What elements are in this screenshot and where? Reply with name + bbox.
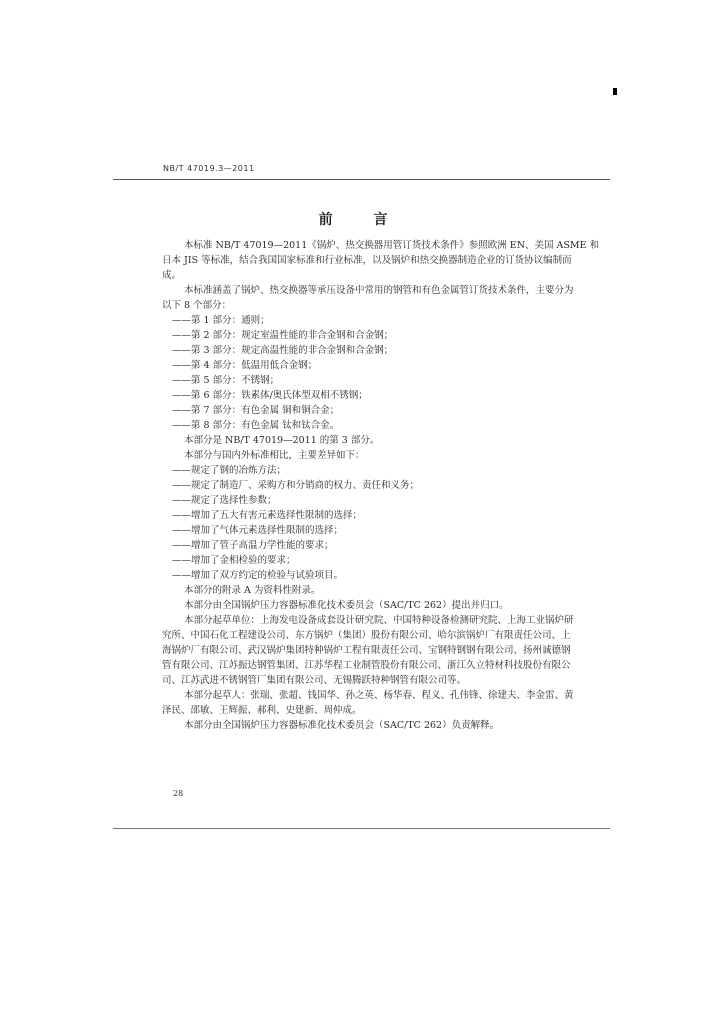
list-item: ——增加了管子高温力学性能的要求； (172, 540, 334, 551)
list-item: ——第 2 部分：规定室温性能的非合金钢和合金钢； (172, 330, 394, 341)
page-number: 28 (173, 789, 184, 798)
list-item: ——规定了制造厂、采购方和分销商的权力、责任和义务； (172, 480, 420, 491)
list-item: ——第 4 部分：低温用低合金钢； (172, 360, 318, 371)
paragraph: 本部分起草人：张瑞、张超、钱国华、孙之英、杨华春、程义、孔伟锋、徐建夫、李金雷、黄 (184, 690, 574, 701)
paragraph: 成。 (162, 270, 182, 281)
list-item: ——第 3 部分：规定高温性能的非合金钢和合金钢； (172, 345, 394, 356)
footer-divider (113, 828, 610, 829)
paragraph: 海锅炉厂有限公司、武汉锅炉集团特种锅炉工程有限责任公司、宝钢特钢钢有限公司、扬州诚德钢 (162, 645, 571, 656)
list-item: ——规定了钢的冶炼方法； (172, 465, 287, 476)
paragraph: 泽民、邵敏、王辉振、郝利、史建新、周仲成。 (162, 705, 362, 716)
paragraph: 本部分是 NB/T 47019—2011 的第 3 部分。 (184, 435, 380, 446)
paragraph: 本标准涵盖了锅炉、热交换器等承压设备中常用的钢管和有色金属管订货技术条件，主要分为 (184, 285, 574, 296)
corner-mark (613, 88, 617, 95)
list-item: ——增加了气体元素选择性限制的选择； (172, 525, 344, 536)
paragraph: 本标准 NB/T 47019—2011《锅炉、热交换器用管订货技术条件》参照欧洲 EN、美国 ASME 和 (184, 240, 600, 251)
standard-code: NB/T 47019.3—2011 (163, 164, 255, 173)
list-item: ——第 5 部分：不锈钢； (172, 375, 280, 386)
paragraph: 以下 8 个部分： (162, 300, 232, 311)
list-item: ——规定了选择性参数； (172, 495, 277, 506)
list-item: ——增加了双方约定的检验与试验项目。 (172, 570, 344, 581)
list-item: ——增加了金相检验的要求； (172, 555, 296, 566)
list-item: ——第 1 部分：通则； (172, 315, 270, 326)
paragraph: 本部分由全国锅炉压力容器标准化技术委员会（SAC/TC 262）负责解释。 (184, 720, 500, 731)
paragraph: 本部分的附录 A 为资料性附录。 (184, 585, 321, 596)
list-item: ——第 6 部分：铁素体/奥氏体型双相不锈钢； (172, 390, 368, 401)
paragraph: 本部分由全国锅炉压力容器标准化技术委员会（SAC/TC 262）提出并归口。 (184, 600, 509, 611)
list-item: ——第 8 部分：有色金属 钛和钛合金。 (172, 420, 340, 431)
body-text (162, 238, 600, 733)
page-title: 前 言 (318, 212, 406, 228)
paragraph: 究所、中国石化工程建设公司、东方锅炉（集团）股份有限公司、哈尔滨锅炉厂有限责任公司、上 (162, 630, 571, 641)
list-item: ——增加了五大有害元素选择性限制的选择； (172, 510, 363, 521)
paragraph: 日本 JIS 等标准，结合我国国家标准和行业标准，以及锅炉和热交换器制造企业的订货协议编制而 (162, 255, 572, 266)
paragraph: 管有限公司、江苏振达钢管集团、江苏华程工业制管股份有限公司、浙江久立特材科技股份有限公 (162, 660, 571, 671)
paragraph: 本部分起草单位：上海发电设备成套设计研究院、中国特种设备检测研究院、上海工业锅炉研 (184, 615, 574, 626)
list-item: ——第 7 部分：有色金属 铜和铜合金； (172, 405, 340, 416)
paragraph: 司、江苏武进不锈钢管厂集团有限公司、无锡腾跃特种钢管有限公司等。 (162, 675, 467, 686)
header-divider (113, 179, 610, 180)
paragraph: 本部分与国内外标准相比，主要差异如下： (184, 450, 365, 461)
